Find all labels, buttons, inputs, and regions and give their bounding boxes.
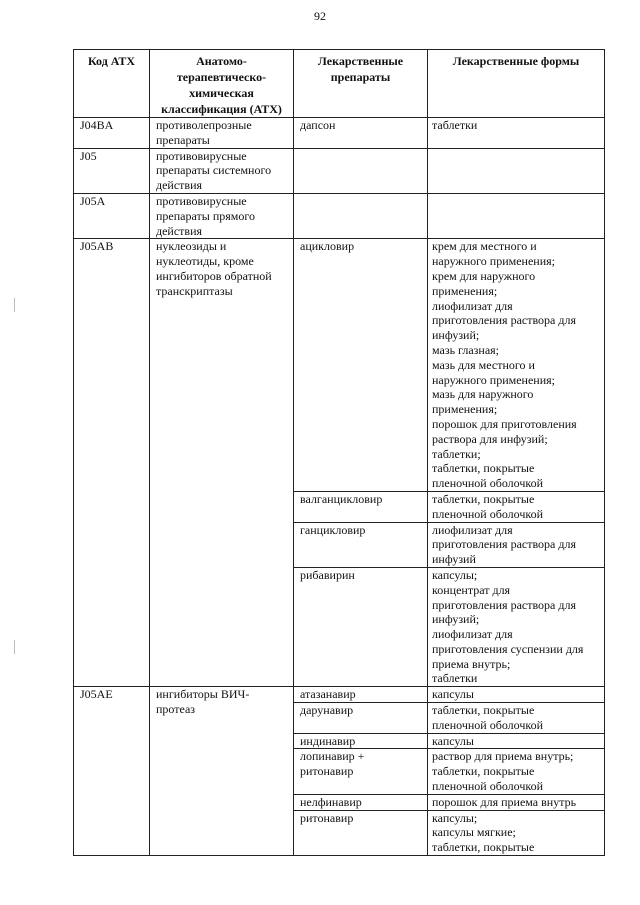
dosage-forms-cell [428,193,605,238]
scan-edge-mark [14,298,15,312]
drug-cell: рибавирин [294,567,428,686]
header-dosage-forms: Лекарственные формы [428,50,605,118]
classification-cell: противовирусные препараты прямого действия [150,193,294,238]
header-atc-classification: Анатомо-терапевтическо-химическая классификация (АТХ) [150,50,294,118]
classification-cell: ингибиторы ВИЧ- протеаз [150,687,294,856]
dosage-forms-cell: капсулы; капсулы мягкие; таблетки, покрытые [428,810,605,855]
dosage-forms-cell: капсулы [428,687,605,703]
header-atc-code: Код АТХ [74,50,150,118]
drug-cell: дарунавир [294,703,428,734]
page-number: 92 [314,9,326,23]
drug-cell: ганцикловир [294,522,428,567]
classification-cell: противолепрозные препараты [150,118,294,149]
dosage-forms-cell: таблетки, покрытые пленочной оболочкой [428,703,605,734]
drug-cell: лопинавир + ритонавир [294,749,428,794]
dosage-forms-cell: крем для местного и наружного применения; крем для наружного применения; лиофилизат для приготовления раствора для инфузий; мазь глазная; мазь для местного и наружного применения; мазь для наружного применения; порошок для приготовления раствора для инфузий; таблетки; таблетки, покрытые пленочной оболочкой [428,239,605,492]
drug-cell: ритонавир [294,810,428,855]
dosage-forms-cell: лиофилизат для приготовления раствора для инфузий [428,522,605,567]
atc-code-cell: J05AE [74,687,150,856]
dosage-forms-cell: капсулы; концентрат для приготовления раствора для инфузий; лиофилизат для приготовления суспензии для приема внутрь; таблетки [428,567,605,686]
atc-code-cell: J05A [74,193,150,238]
dosage-forms-cell: капсулы [428,733,605,749]
header-drugs: Лекарственные препараты [294,50,428,118]
drug-cell: индинавир [294,733,428,749]
dosage-forms-cell: порошок для приема внутрь [428,794,605,810]
drug-cell: ацикловир [294,239,428,492]
table-row [74,148,605,193]
table-row [74,687,605,703]
dosage-forms-cell: таблетки, покрытые пленочной оболочкой [428,491,605,522]
dosage-forms-cell: таблетки [428,118,605,149]
scan-edge-mark [14,640,15,654]
dosage-forms-cell [428,148,605,193]
dosage-forms-cell: раствор для приема внутрь; таблетки, покрытые пленочной оболочкой [428,749,605,794]
drug-cell: дапсон [294,118,428,149]
drug-cell [294,148,428,193]
table-row [74,239,605,492]
drug-cell [294,193,428,238]
table-row [74,118,605,149]
drug-cell: атазанавир [294,687,428,703]
table-row [74,193,605,238]
atc-code-cell: J04BA [74,118,150,149]
classification-cell: нуклеозиды и нуклеотиды, кроме ингибиторов обратной транскриптазы [150,239,294,687]
atc-code-cell: J05 [74,148,150,193]
drug-cell: валганцикловир [294,491,428,522]
drug-cell: нелфинавир [294,794,428,810]
drug-classification-table [73,49,605,856]
table-header-row [74,50,605,118]
classification-cell: противовирусные препараты системного действия [150,148,294,193]
atc-code-cell: J05AB [74,239,150,687]
